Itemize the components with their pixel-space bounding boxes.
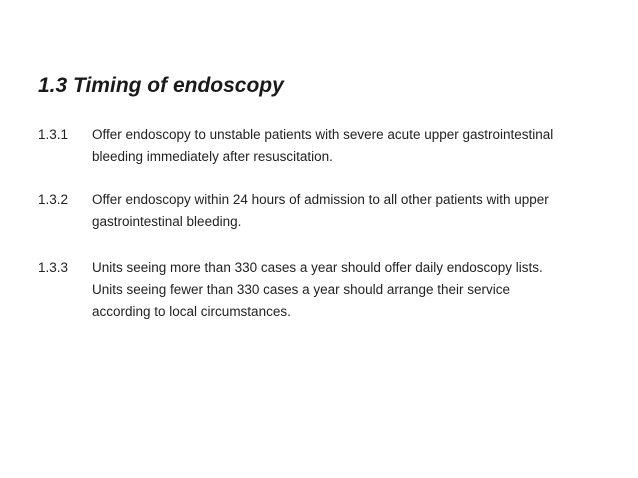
recommendation-item [38, 124, 608, 168]
recommendation-number: 1.3.3 [38, 260, 69, 275]
section-title: 1.3 Timing of endoscopy [38, 74, 284, 97]
recommendation-text-line: Offer endoscopy within 24 hours of admission to all other patients with upper [92, 192, 549, 207]
recommendation-item [38, 189, 608, 233]
recommendation-item [38, 257, 608, 323]
recommendation-text-line: Units seeing fewer than 330 cases a year should arrange their service [92, 282, 510, 297]
recommendation-number: 1.3.2 [38, 192, 69, 207]
recommendation-text-line: according to local circumstances. [92, 304, 291, 319]
recommendation-text-line: Offer endoscopy to unstable patients with severe acute upper gastrointestinal [92, 127, 554, 142]
recommendation-text [92, 189, 608, 233]
recommendation-text-line: Units seeing more than 330 cases a year should offer daily endoscopy lists. [92, 260, 543, 275]
recommendation-number: 1.3.1 [38, 127, 69, 142]
recommendation-text [92, 257, 608, 323]
recommendation-text [92, 124, 608, 168]
recommendation-text-line: gastrointestinal bleeding. [92, 214, 242, 229]
recommendation-text-line: bleeding immediately after resuscitation. [92, 149, 333, 164]
